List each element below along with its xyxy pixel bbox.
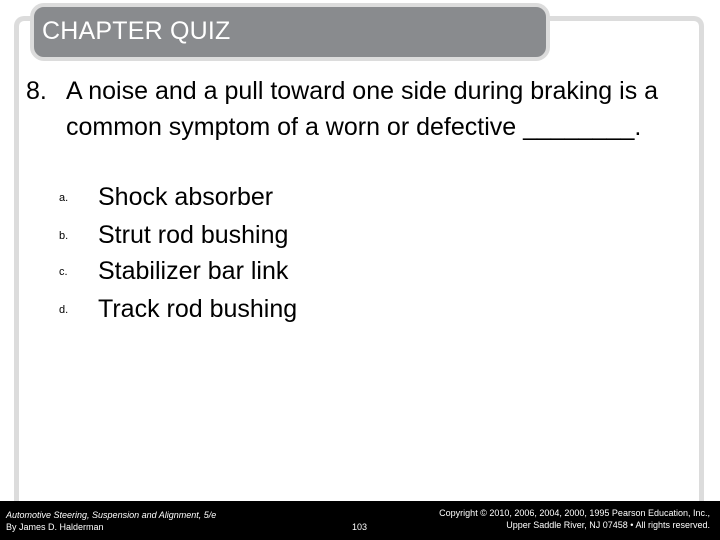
option-text: Shock absorber <box>98 183 274 211</box>
question-text: A noise and a pull toward one side during braking is a common symptom of a worn or defective ________. <box>66 77 659 141</box>
footer-book-info <box>6 509 216 533</box>
option-text: Strut rod bushing <box>98 221 289 249</box>
footer-author: By James D. Halderman <box>6 522 104 532</box>
option-text: Track rod bushing <box>98 295 298 323</box>
footer-book-title: Automotive Steering, Suspension and Alignment, 5/e <box>6 510 217 520</box>
slide-title: CHAPTER QUIZ <box>42 17 231 45</box>
option-letter: b. <box>59 230 69 242</box>
option-text: Stabilizer bar link <box>98 257 289 285</box>
option-letter: d. <box>59 304 69 316</box>
footer-copyright <box>439 507 710 531</box>
copyright-line-2: Upper Saddle River, NJ 07458 • All rights reserved. <box>506 520 710 530</box>
footer-bar <box>0 501 720 540</box>
page-number: 103 <box>352 522 368 532</box>
option-letter: a. <box>59 192 69 204</box>
option-a[interactable] <box>26 179 446 217</box>
option-c[interactable] <box>26 253 446 291</box>
question-number: 8. <box>26 77 47 105</box>
option-letter: c. <box>59 266 68 278</box>
option-d[interactable] <box>26 291 446 329</box>
option-b[interactable] <box>26 217 446 255</box>
copyright-line-1: Copyright © 2010, 2006, 2004, 2000, 1995 Pearson Education, Inc., <box>439 508 710 518</box>
